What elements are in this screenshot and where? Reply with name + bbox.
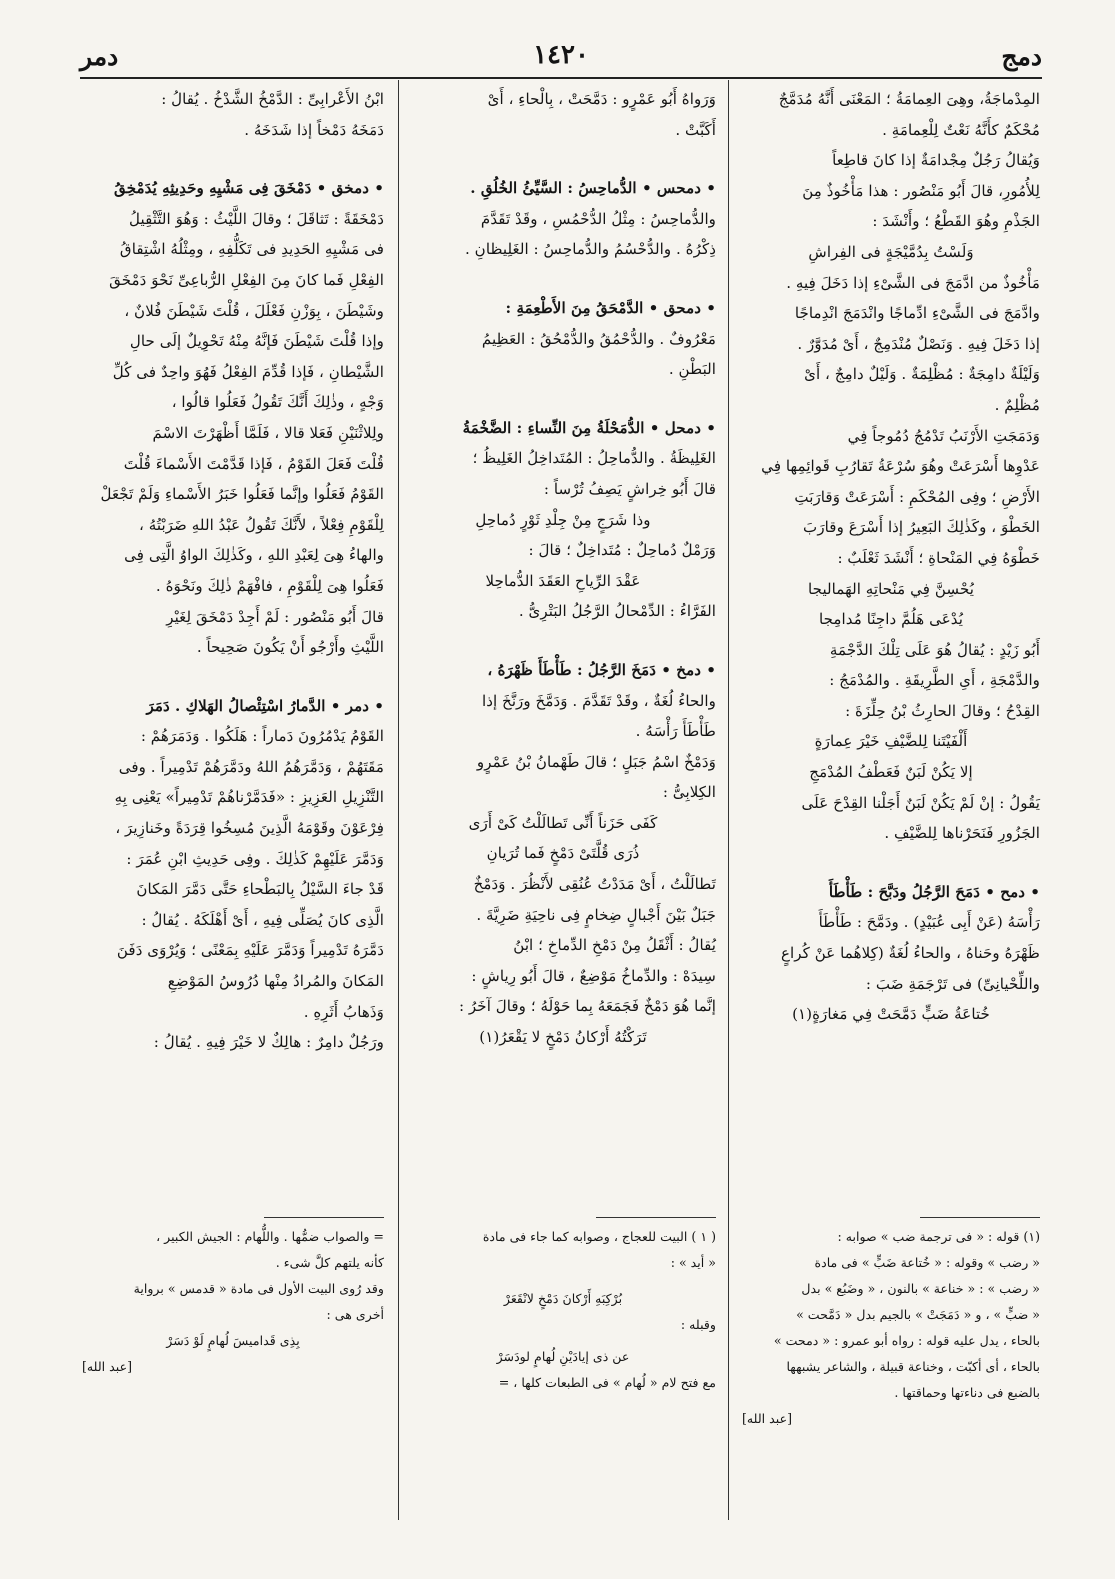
header-root-left: دمر <box>80 42 119 71</box>
text-line: عَدْوِها أَسْرَعَتْ وهُوَ سُرْعَةُ تَقارُبِ قَوائِمِها فِي <box>761 457 1040 476</box>
text-line: فَعَلُوا هِىَ لِلْقَوْمِ ، فافْهَمْ ذٰلِكَ ونَحْوَهُ . <box>155 576 384 595</box>
footnote-line: = والصواب ضمُّها . واللُّهام : الجيش الكبير ، <box>156 1229 384 1244</box>
footnote-line: بالحاء ، يدل عليه قوله : رواه أبو عمرو : « دمحت » <box>773 1333 1040 1348</box>
entry-gap <box>410 627 716 655</box>
footnote-verse: عن ذى إيادَيْنِ لُهامٍ لودَسَرْ <box>496 1349 630 1364</box>
text-line: وإذا قُلْتَ شَيْطَنَ فَإنَّهُ مِنْهُ تَحْوِيلٌ إلَى حالِ <box>129 332 384 351</box>
text-line: وشَيْطَنَ ، بِوَزْنِ فَعْلَلَ ، قُلْتَ شَيْطَنَ فُلانٌ ، <box>124 301 384 320</box>
text-line: قَدْ جاءَ السَّيْلُ بِالبَطْحاءِ حَتَّى دَمَّرَ المَكانَ <box>136 880 384 899</box>
text-line: فِرْعَوْنَ وقَوْمَهُ الَّذِينَ مُسِخُوا قِرَدَةً وخَنازِيرَ ، <box>115 819 384 838</box>
text-line: وادَّمَجَ فى الشَّىْءِ ادِّماجًا وانْدَمَجَ انْدِماجًا <box>794 304 1040 323</box>
text-line: طَأْطَأَ رَأْسَهُ . <box>635 722 716 741</box>
text-line: مَقَتَهُمْ ، وَدَمَّرَهُمُ اللهُ ودَمَّرَهُمْ تَدْمِيراً . وفى <box>118 757 384 776</box>
footnote-line: « رضب » وقوله : « خُتاعة ضَبٍّ » فى مادة <box>814 1255 1040 1270</box>
text-line: والحاءُ لُغَةٌ ، وقَدْ تَقَدَّمَ . وَدَمَّخَ ورَنَّخَ إذا <box>482 691 716 710</box>
entry-headword-line: • دمحل • الدُّمَحْلَةُ مِنَ النِّساءِ : الضَّخْمَةُ <box>462 418 716 437</box>
footnote-line: « ضبٍّ » ، و « دَمَجَتْ » بالجيم بدل « دَمَّحت » <box>796 1307 1040 1322</box>
text-line: الجَزُورِ فَنَحَرْناها لِلضَّيْفِ . <box>884 824 1040 843</box>
text-line: فى مَشْيِهِ الحَدِيدِ فى تَكَلُّفِهِ ، ومِثْلُهُ اشْتِقاقُ <box>119 240 384 259</box>
verse-line: ذُرَى قُلَّتَىْ دَمْخٍ فَما تُرَيانِ <box>486 844 640 863</box>
text-line: القَوْمُ فَعَلُوا وإنَّما فَعَلُوا خَبَرُ الأَسْماءِ وَلَمْ تَجْعَلْ <box>100 485 384 504</box>
text-line: واللِّحْيانِىِّ) فى تَرْجَمَةِ ضَبَ : <box>865 974 1040 993</box>
column-divider-left <box>398 80 399 1520</box>
text-line: والهاءُ هِىَ لِعَبْدِ اللهِ ، وكَذٰلِكَ الواوُ الَّتِى فِى <box>124 546 384 565</box>
text-line: اللَّيْثِ وأَرْجُو أَنْ يَكُونَ صَحِيحاً . <box>196 638 384 657</box>
text-line: والدَّمْجَةِ ، أَىِ الطَّرِيقَةِ . والمُدْمَجُ : <box>829 671 1040 690</box>
footnote-line: بالحاء ، أى أكبّت ، وخناعة قبيلة ، والشاعر يشبهها <box>786 1359 1040 1374</box>
footnote-line: « أيد » : <box>670 1255 716 1270</box>
entry-headword-line: • دمخق • دَمْخَقَ فِى مَشْيِهِ وحَدِيثِهِ يُدَمْخِقُ <box>114 179 384 198</box>
column-divider-right <box>728 80 729 1520</box>
footnote-line: أخرى هى : <box>326 1307 384 1322</box>
header-rule <box>80 77 1042 79</box>
verse-line: وَلَسْتُ بِدُمَّيْجَةٍ فى الفِراشِ <box>808 242 974 261</box>
entry-gap <box>82 145 384 173</box>
text-line: إنَّما هُوَ دَمْخٌ فَجَمَعَهُ بِما حَوْلَهُ ؛ وقالَ آخَرُ : <box>458 997 716 1016</box>
page-header <box>80 38 1042 78</box>
footnote-line: « رضب » : « خناعة » بالنون ، « وضَبُع » بدل <box>801 1281 1040 1296</box>
text-line: الَّذِى كانَ يُصَلِّى فِيهِ ، أَىْ أَهْلَكَهُ . يُقالُ : <box>141 910 384 929</box>
verse-line: إلا يَكُنْ لَبَنٌ فَعَطْفُ المُدْمَجِ <box>809 763 973 782</box>
verse-line: أَلْفَيْتَنا لِلضَّيْفِ خَيْرَ عِمارَةٍ <box>814 732 968 751</box>
footnote-rule-right <box>920 1217 1040 1218</box>
text-line: الخَطْوَ ، وكَذٰلِكَ البَعِيرُ إذا أَسْرَعَ وقارَبَ <box>803 518 1040 537</box>
text-line: قُلْتَ فَعَلَ القَوْمُ ، فَإذا قَدَّمْتَ الأَسْماءَ قُلْتَ <box>123 454 384 473</box>
text-line: مُظْلِمٌ . <box>994 395 1040 414</box>
footnote-middle <box>410 1224 716 1396</box>
text-line: الشَّيْطانِ ، فَإذا قُدِّمَ الفِعْلُ فَهُوَ واحِدٌ فى كُلِّ <box>112 362 384 381</box>
verse-line: كَفَى حَزَناً أَنِّى تَطالَلْتُ كَىْ أَرَى <box>468 813 658 832</box>
text-line: المِدْماجَةُ، وهِىَ العِمامَةُ ؛ المَعْنَى أَنَّهُ مُدَمَّجٌ <box>778 90 1040 108</box>
text-line: ابْنُ الأَعْرابِىِّ : الدَّمْخُ الشَّدْخُ . يُقالُ : <box>161 90 384 108</box>
entry-headword-line: • دمحق • الدَّمْحَقُ مِنَ الأَطْعِمَةِ : <box>505 298 716 317</box>
text-line: الغَلِيظَةُ . والدُّماحِلُ : المُتَداخِلُ الغَلِيظُ ؛ <box>472 449 716 468</box>
footnote-verse: بِذِى قَداميسَ لُهامٍ لَوْ دَسَرْ <box>166 1333 300 1348</box>
text-line: أَبُو زَيْدٍ : يُقالُ هُوَ عَلَى تِلْكَ الدَّجْمَةِ <box>829 640 1040 659</box>
text-line: دَمَخَهُ دَمْخاً إذا شَدَخَهُ . <box>244 120 384 139</box>
footnote-line: مع فتح لام « لُهام » فى الطبعات كلها ، = <box>498 1375 716 1390</box>
column-left <box>82 84 384 1058</box>
text-line: ولِلاثْنَيْنِ فَعَلا قالا ، فَلَمَّا أَظْهَرْتَ الاسْمَ <box>152 423 384 442</box>
text-line: مَأْخُوذٌ من ادَّمَجَ فى الشَّىْءِ إذا دَخَلَ فِيهِ . <box>786 273 1040 292</box>
text-line: تَطالَلْتُ ، أَىْ مَدَدْتُ عُنُقِى لأَنْظُرَ . وَدَمْخٌ <box>473 875 716 894</box>
text-line: ظَهْرَهُ وحَناهُ ، والحاءُ لُغَةٌ (كِلاهُما عَنْ كُراعٍ <box>780 944 1040 963</box>
entry-gap <box>410 265 716 293</box>
footnote-left <box>82 1224 384 1380</box>
text-line: وَدَمَّرَ عَلَيْهِمْ كَذٰلِكَ . وفِى حَدِيثِ ابْنِ عُمَرَ : <box>126 849 384 868</box>
verse-line: وذا شَرَجٍ مِنْ جِلْدِ ثَوْرٍ دُماحِلِ <box>475 510 651 529</box>
verse-line: يُحْسِنَّ فِي مَنْحاتِهِ الهَماليجا <box>808 579 974 598</box>
text-line: الفِعْلِ فَما كانَ مِنَ الفِعْلِ الرُّباعِىِّ نَحْوَ دَمْخَقَ <box>109 270 384 289</box>
text-line: ورَجُلٌ دامِرٌ : هالِكٌ لا خَيْرَ فِيهِ . يُقالُ : <box>153 1033 384 1052</box>
text-line: والدُّماحِسُ : مِثْلُ الدُّحْمُسِ ، وقَدْ تَقَدَّمَ <box>480 209 716 228</box>
entry-gap <box>410 145 716 173</box>
text-line: دَمَّرَهُ تَدْمِيراً وَدَمَّرَ عَلَيْهِ بِمَعْنًى ؛ وَيُرْوَى دَفَنَ <box>116 941 384 960</box>
verse-line: خُتاعَةُ ضَبٍّ دَمَّحَتْ فِي مَغارَةٍ(١) <box>792 1005 990 1024</box>
verse-line: تَرَكْتُهُ أَرْكانُ دَمْخٍ لا يَقْعَرُ(١) <box>479 1028 647 1047</box>
footnote-line: (١) قوله : « فى ترجمة ضب » صوابه : <box>837 1229 1040 1244</box>
column-middle <box>410 84 716 1053</box>
text-line: وَرَواهُ أَبُو عَمْرٍو : دَمَّحَتْ ، بِالْحاءِ ، أَىْ <box>487 90 716 108</box>
text-line: سِيدَهْ : والدِّماخُ مَوْضِعٌ ، قالَ أَبُو رِياشٍ : <box>471 966 716 985</box>
entry-gap <box>410 385 716 413</box>
text-line: وَدَمَجَتِ الأَرْنَبُ تَدْمُجُ دُمُوجاً فِي <box>847 426 1040 445</box>
text-line: لِلْقَوْمِ فِعْلاً ، لأَنَّكَ تَقُولُ عَبْدُ اللهِ ضَرَبْتُهُ ، <box>138 515 384 534</box>
text-line: لِلأُمُورِ، قالَ أَبُو مَنْصُور : هذا مَأْخُوذٌ مِنَ <box>802 181 1040 200</box>
text-line: مُحْكَمٌ كأَنَّهُ نَعْتٌ لِلْعِمامَةِ . <box>882 120 1040 139</box>
text-line: وَدَمْخٌ اسْمُ جَبَلٍ ؛ قالَ طَهْمانُ بْنُ عَمْرٍو <box>476 752 716 771</box>
text-line: المَكانَ والمُرادُ مِنْها دُرُوسُ المَوْضِعِ <box>167 972 384 991</box>
entry-headword-line: • دمح • دَمَحَ الرَّجُلُ ودَبَّحَ : طَأْطَأَ <box>828 882 1040 901</box>
text-line: ذِكْرُهُ . والدُّحْسُمُ والدُّماحِسُ : الغَلِيظانِ . <box>465 240 716 259</box>
text-line: يَقُولُ : إنْ لَمْ يَكُنْ لَبَنٌ أَجَلْنا القِدْحَ عَلَى <box>801 793 1040 812</box>
footnote-line: وقبله : <box>680 1317 716 1332</box>
text-line: وَجْهٍ ، وذٰلِكَ أَنَّكَ تَقُولُ فَعَلُوا قالُوا ، <box>171 393 384 412</box>
text-line: الكِلابِىُّ : <box>662 783 716 802</box>
entry-headword-line: • دمخ • دَمَخَ الرَّجُلُ : طَأْطَأَ ظَهْرَهُ ، <box>487 660 716 679</box>
footnote-line: ( ١ ) البيت للعجاج ، وصوابه كما جاء فى مادة <box>482 1229 716 1244</box>
text-line: وَلَيْلَةٌ دامِجَةٌ : مُظْلِمَةٌ . وَلَيْلٌ دامِجٌ ، أَىْ <box>804 365 1040 384</box>
footnote-signature: [عبد الله] <box>82 1359 133 1374</box>
text-line: وَرَمْلٌ دُماحِلٌ : مُتَداخِلٌ ؛ قالَ : <box>528 541 716 560</box>
entry-gap <box>82 663 384 691</box>
text-line: القِدْحُ ؛ وقالَ الحارِثُ بْنُ حِلِّزَةَ : <box>845 701 1040 720</box>
footnote-verse: بُرْكِبَهِ أَرْكانَ دَمْخٍ لانْقَعَرْ <box>503 1291 623 1306</box>
footnote-line: بالضبع فى دناءتها وحماقتها . <box>894 1385 1040 1400</box>
text-line: قالَ أَبُو مَنْصُور : لَمْ أَجِدْ دَمْخَقَ لِغَيْرِ <box>166 607 384 626</box>
header-root-right: دمج <box>1001 42 1042 71</box>
text-line: الأَرْضِ ؛ وفِى المُحْكَمِ : أَسْرَعَتْ وَقارَبَتِ <box>794 487 1040 506</box>
verse-line: عَقْدَ الرِّياحِ العَقَدَ الدُّماحِلا <box>485 571 641 590</box>
verse-line: يُدْعَى هَلُمَّ داجِنًا مُدامِجا <box>818 610 964 629</box>
footnote-line: وقد رُوى البيت الأول فى مادة « قدمس » برواية <box>133 1281 384 1296</box>
text-line: وَذَهابُ أَثَرِهِ . <box>303 1002 384 1021</box>
text-line: رَأْسَهُ (عَنْ أَبِى عُبَيْدٍ) . ودَمَّحَ : طَأْطَأَ <box>818 913 1040 932</box>
footnote-right <box>742 1224 1040 1432</box>
text-line: الجَذْمِ وهُوَ القَطْعُ ؛ وأَنْشَدَ : <box>872 212 1040 231</box>
text-line: إذا دَخَلَ فِيهِ . وَنَصْلٌ مُنْدَمِجٌ ، أَىْ مُدَوَّرٌ . <box>797 334 1040 353</box>
text-line: دَمْخَقَةً : تَثاقَلَ ؛ وقالَ اللَّيْثُ : وَهُوَ التَّثْقِيلُ <box>128 209 384 228</box>
text-line: يُقالُ : أَثْقَلُ مِنْ دَمْخِ الدِّماخِ ؛ ابْنُ <box>513 936 716 955</box>
text-line: وَيُقالُ رَجُلٌ مِجْدامَةٌ إذا كانَ قاطِعاً <box>832 151 1040 170</box>
entry-headword-line: • دمر • الدَّمارُ اسْتِئْصالُ الهَلاكِ . دَمَرَ <box>146 696 384 715</box>
text-line: قالَ أَبُو خِراشٍ يَصِفُ تُرْساً : <box>543 479 716 498</box>
text-line: جَبَلٌ بَيْنَ أَجْبالٍ ضِخامٍ فِى ناحِيَةِ ضَرِيَّةَ . <box>476 905 716 924</box>
text-line: خَطْوَهُ فِي المَنْحاةِ ؛ أَنْشَدَ ثَعْلَبٌ : <box>837 548 1040 567</box>
text-line: القَوْمُ يَدْمُرُونَ دَماراً : هَلَكُوا . وَدَمَرَهُمْ : <box>140 727 384 746</box>
entry-gap <box>742 849 1040 877</box>
footnote-signature: [عبد الله] <box>742 1411 793 1426</box>
text-line: أَكَبَّتْ . <box>675 120 716 139</box>
footnote-rule-middle <box>596 1217 716 1218</box>
text-line: التَّنْزِيلِ العَزِيزِ : «فَدَمَّرْناهُمْ تَدْمِيراً» يَعْنِى بِهِ <box>114 788 384 807</box>
text-line: مَعْرُوفٌ . والدُّحْمُقُ والدُّمْحُقُ : العَظِيمُ <box>481 329 716 348</box>
footnote-rule-left <box>264 1217 384 1218</box>
entry-headword-line: • دمحس • الدُّماحِسُ : السَّيِّئُ الخُلُقِ . <box>470 179 716 198</box>
footnote-line: كأنه يلتهم كلَّ شىء . <box>275 1255 384 1270</box>
text-line: البَطْنِ . <box>668 360 716 379</box>
column-right <box>742 84 1040 1030</box>
text-line: الفَرَّاءُ : الدِّمْحالُ الرَّجُلُ البَتْرِىُّ . <box>518 602 716 621</box>
page-number: ١٤٢٠ <box>533 40 589 70</box>
